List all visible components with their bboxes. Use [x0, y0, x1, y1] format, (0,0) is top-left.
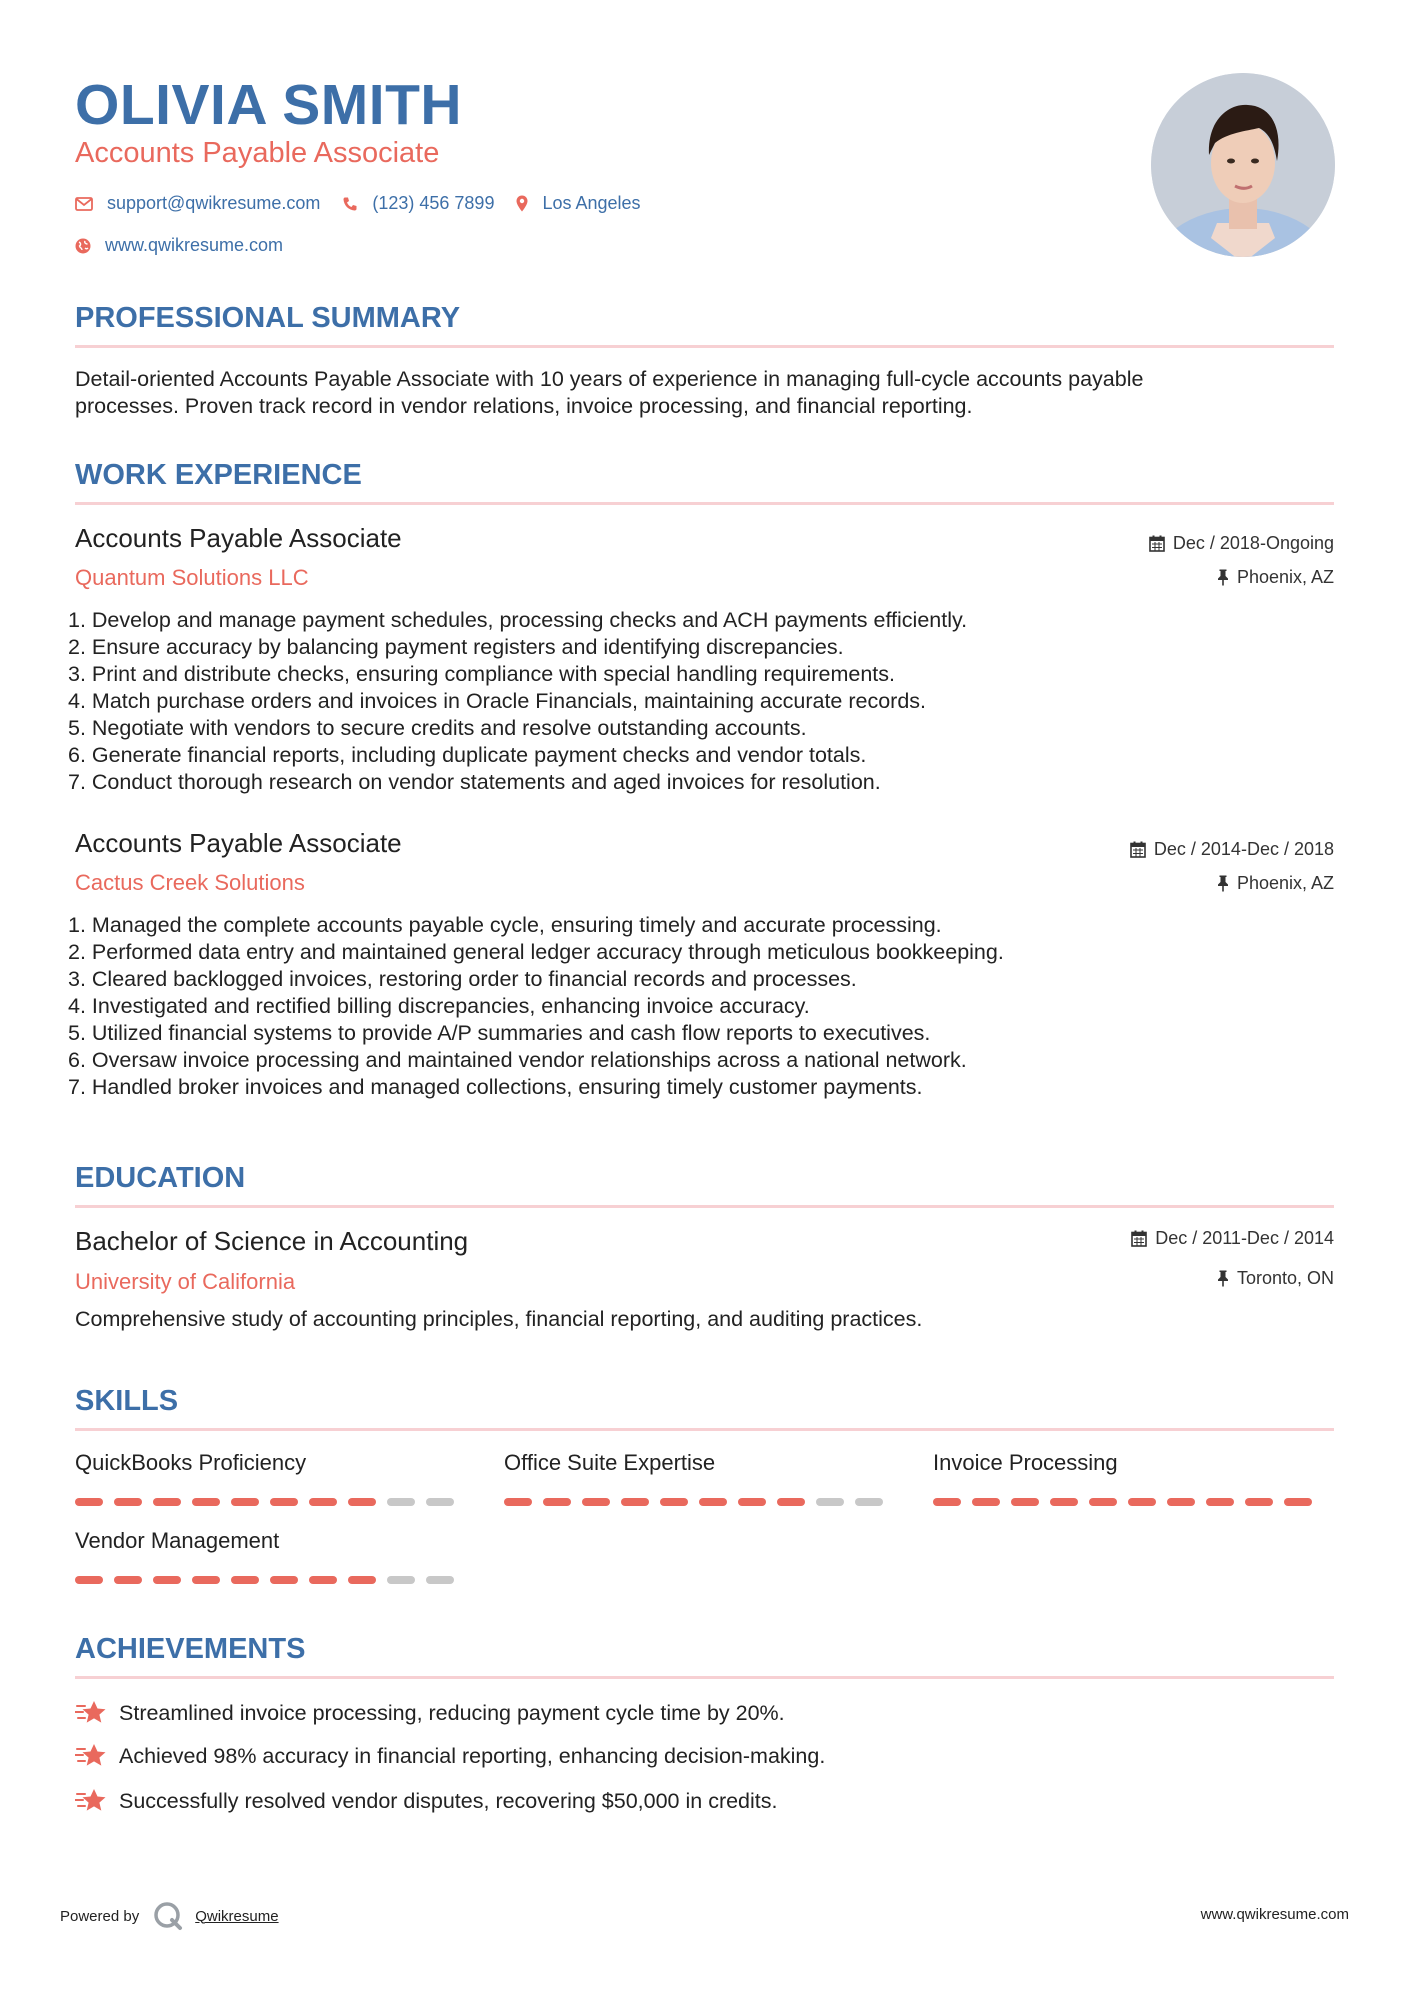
job-bullet: 3. Print and distribute checks, ensuring compliance with special handling requirements. — [68, 662, 895, 686]
skill-item — [504, 1450, 884, 1476]
website-contact[interactable] — [75, 235, 283, 256]
globe-icon — [75, 238, 91, 254]
job-location — [1217, 567, 1334, 588]
skill-dash-filled — [972, 1498, 1000, 1506]
job-bullet: 4. Investigated and rectified billing discrepancies, enhancing invoice accuracy. — [68, 994, 810, 1018]
skill-dash-filled — [1206, 1498, 1234, 1506]
skill-level-bar — [75, 1498, 465, 1506]
star-icon — [75, 1743, 107, 1769]
skill-dash-filled — [309, 1498, 337, 1506]
calendar-icon — [1130, 841, 1146, 858]
achievement-text: Streamlined invoice processing, reducing payment cycle time by 20%. — [119, 1700, 785, 1725]
footer-powered-by — [60, 1901, 279, 1931]
education-degree: Bachelor of Science in Accounting — [75, 1226, 469, 1256]
skill-label: Invoice Processing — [933, 1450, 1118, 1475]
job-bullet: 3. Cleared backlogged invoices, restoring order to financial records and processes. — [68, 967, 857, 991]
skill-dash-filled — [777, 1498, 805, 1506]
summary-text — [75, 366, 1340, 420]
skill-dash-filled — [660, 1498, 688, 1506]
profile-photo-image — [1151, 73, 1335, 257]
qwikresume-logo-icon — [153, 1901, 183, 1931]
contact-row-website — [75, 235, 305, 256]
envelope-icon — [75, 197, 93, 211]
job-bullet: 1. Develop and manage payment schedules, processing checks and ACH payments efficiently. — [68, 608, 968, 632]
skill-dash-filled — [192, 1576, 220, 1584]
skill-label: Vendor Management — [75, 1528, 280, 1553]
skill-dash-filled — [699, 1498, 727, 1506]
pushpin-icon — [1217, 569, 1229, 586]
skill-dash-filled — [621, 1498, 649, 1506]
skill-label: QuickBooks Proficiency — [75, 1450, 307, 1475]
skill-dash-filled — [1167, 1498, 1195, 1506]
skill-dash-filled — [1011, 1498, 1039, 1506]
job-bullet: 6. Oversaw invoice processing and maintained vendor relationships across a national network. — [68, 1048, 967, 1072]
job-location-text: Phoenix, AZ — [1236, 567, 1334, 587]
skill-dash-filled — [153, 1498, 181, 1506]
skill-dash-empty — [816, 1498, 844, 1506]
skill-dash-filled — [1128, 1498, 1156, 1506]
job-bullet: 5. Negotiate with vendors to secure credits and resolve outstanding accounts. — [68, 716, 807, 740]
skill-dash-filled — [153, 1576, 181, 1584]
skill-dash-empty — [426, 1576, 454, 1584]
education-school: University of California — [75, 1269, 296, 1294]
skills-heading: SKILLS — [75, 1385, 1334, 1431]
location-contact — [516, 193, 640, 214]
email-contact[interactable] — [75, 193, 320, 214]
skill-dash-empty — [426, 1498, 454, 1506]
job-bullet: 2. Ensure accuracy by balancing payment registers and identifying discrepancies. — [68, 635, 844, 659]
education-heading: EDUCATION — [75, 1162, 1334, 1208]
skill-dash-filled — [192, 1498, 220, 1506]
skill-item — [75, 1528, 455, 1554]
skill-dash-filled — [582, 1498, 610, 1506]
phone-contact[interactable] — [342, 193, 494, 214]
summary-heading: PROFESSIONAL SUMMARY — [75, 302, 1334, 348]
education-dates-text: Dec / 2011-Dec / 2014 — [1155, 1228, 1334, 1248]
pushpin-icon — [1217, 1270, 1229, 1287]
skill-dash-filled — [1089, 1498, 1117, 1506]
job-company: Cactus Creek Solutions — [75, 870, 305, 895]
skill-label: Office Suite Expertise — [504, 1450, 716, 1475]
education-location-text: Toronto, ON — [1236, 1268, 1334, 1288]
skill-level-bar — [75, 1576, 465, 1584]
skill-dash-filled — [504, 1498, 532, 1506]
skill-dash-filled — [738, 1498, 766, 1506]
email-text: support@qwikresume.com — [107, 193, 321, 213]
job-dates-text: Dec / 2014-Dec / 2018 — [1153, 839, 1334, 859]
achievement-text: Achieved 98% accuracy in financial reporting, enhancing decision-making. — [119, 1743, 826, 1768]
profile-photo — [1151, 73, 1335, 257]
map-pin-icon — [516, 195, 528, 212]
brand-link[interactable]: Qwikresume — [195, 1907, 279, 1925]
powered-by-text: Powered by — [60, 1907, 140, 1925]
calendar-icon — [1131, 1230, 1147, 1247]
skill-dash-filled — [114, 1576, 142, 1584]
skill-dash-filled — [75, 1498, 103, 1506]
skill-item — [933, 1450, 1313, 1476]
skill-dash-filled — [309, 1576, 337, 1584]
achievement-text: Successfully resolved vendor disputes, recovering $50,000 in credits. — [119, 1788, 778, 1813]
candidate-title: Accounts Payable Associate — [75, 137, 440, 169]
pushpin-icon — [1217, 875, 1229, 892]
job-role: Accounts Payable Associate — [75, 523, 402, 553]
job-dates-text: Dec / 2018-Ongoing — [1172, 533, 1334, 553]
skill-dash-filled — [348, 1576, 376, 1584]
website-text: www.qwikresume.com — [105, 235, 284, 255]
location-text: Los Angeles — [542, 193, 641, 213]
job-bullet: 7. Handled broker invoices and managed collections, ensuring timely customer payments. — [68, 1075, 923, 1099]
skill-dash-filled — [348, 1498, 376, 1506]
job-bullet: 2. Performed data entry and maintained general ledger accuracy through meticulous bookkeeping. — [68, 940, 1004, 964]
skill-dash-filled — [75, 1576, 103, 1584]
achievements-heading: ACHIEVEMENTS — [75, 1633, 1334, 1679]
phone-icon — [342, 196, 358, 212]
education-location — [1217, 1268, 1334, 1289]
job-bullets — [68, 912, 1338, 1101]
skill-dash-empty — [387, 1576, 415, 1584]
job-bullet: 4. Match purchase orders and invoices in Oracle Financials, maintaining accurate records. — [68, 689, 927, 713]
skill-dash-filled — [270, 1498, 298, 1506]
job-dates — [1130, 839, 1334, 860]
skill-dash-filled — [231, 1498, 259, 1506]
skill-dash-filled — [114, 1498, 142, 1506]
achievement-item — [75, 1700, 785, 1726]
skill-dash-empty — [855, 1498, 883, 1506]
job-bullet: 7. Conduct thorough research on vendor statements and aged invoices for resolution. — [68, 770, 881, 794]
education-dates — [1131, 1228, 1334, 1249]
job-bullet: 5. Utilized financial systems to provide A/P summaries and cash flow reports to executives. — [68, 1021, 931, 1045]
achievement-item — [75, 1743, 825, 1769]
star-icon — [75, 1700, 107, 1726]
experience-heading: WORK EXPERIENCE — [75, 459, 1334, 505]
skill-dash-filled — [231, 1576, 259, 1584]
contact-row — [75, 193, 663, 214]
star-icon — [75, 1788, 107, 1814]
skill-dash-filled — [933, 1498, 961, 1506]
skill-dash-filled — [1050, 1498, 1078, 1506]
education-description: Comprehensive study of accounting principles, financial reporting, and auditing practices. — [75, 1307, 923, 1331]
skill-dash-filled — [270, 1576, 298, 1584]
job-bullets — [68, 607, 1338, 796]
skill-dash-filled — [543, 1498, 571, 1506]
job-location-text: Phoenix, AZ — [1236, 873, 1334, 893]
skill-dash-filled — [1284, 1498, 1312, 1506]
summary-line: processes. Proven track record in vendor relations, invoice processing, and financial reporting. — [75, 394, 973, 418]
calendar-icon — [1149, 535, 1165, 552]
skill-level-bar — [933, 1498, 1323, 1506]
job-dates — [1149, 533, 1334, 554]
achievement-item — [75, 1788, 778, 1814]
job-bullet: 1. Managed the complete accounts payable cycle, ensuring timely and accurate processing. — [68, 913, 942, 937]
job-role: Accounts Payable Associate — [75, 828, 402, 858]
job-company: Quantum Solutions LLC — [75, 565, 309, 590]
job-location — [1217, 873, 1334, 894]
job-bullet: 6. Generate financial reports, including duplicate payment checks and vendor totals. — [68, 743, 867, 767]
candidate-name: OLIVIA SMITH — [75, 73, 463, 137]
skill-level-bar — [504, 1498, 894, 1506]
skill-item — [75, 1450, 455, 1476]
footer-website[interactable]: www.qwikresume.com — [1200, 1906, 1349, 1923]
phone-text: (123) 456 7899 — [372, 193, 495, 213]
skill-dash-empty — [387, 1498, 415, 1506]
skill-dash-filled — [1245, 1498, 1273, 1506]
summary-line: Detail-oriented Accounts Payable Associate with 10 years of experience in managing full-cycle accounts payable — [75, 367, 1144, 391]
